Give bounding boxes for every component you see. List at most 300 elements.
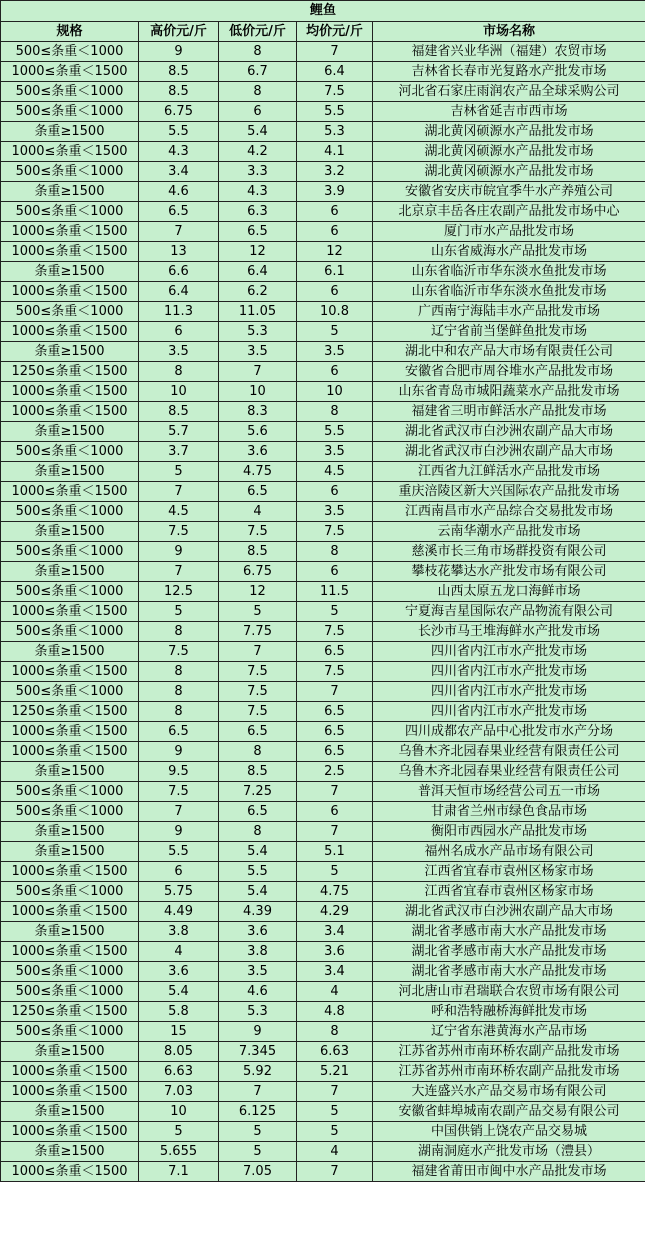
- cell-market-name: 普洱天恒市场经营公司五一市场: [373, 782, 645, 802]
- cell-market-name: 四川省内江市水产批发市场: [373, 662, 645, 682]
- table-row: [1, 1082, 645, 1102]
- cell-spec: 500≤条重＜1000: [1, 982, 139, 1002]
- cell-market-name: 江西省九江鲜活水产品批发市场: [373, 462, 645, 482]
- cell-spec: 1250≤条重＜1500: [1, 702, 139, 722]
- cell-avg-price: 5.1: [297, 842, 373, 862]
- table-row: [1, 702, 645, 722]
- cell-spec: 1250≤条重＜1500: [1, 1002, 139, 1022]
- cell-spec: 1000≤条重＜1500: [1, 482, 139, 502]
- cell-market-name: 湖北黄冈硕源水产品批发市场: [373, 122, 645, 142]
- cell-avg-price: 10.8: [297, 302, 373, 322]
- cell-high-price: 9: [139, 42, 219, 62]
- cell-market-name: 福建省三明市鲜活水产品批发市场: [373, 402, 645, 422]
- cell-low-price: 8: [219, 82, 297, 102]
- table-row: [1, 942, 645, 962]
- cell-high-price: 7.03: [139, 1082, 219, 1102]
- cell-high-price: 5: [139, 462, 219, 482]
- table-title: 鲤鱼: [1, 1, 645, 22]
- table-row: [1, 1162, 645, 1182]
- cell-low-price: 7.5: [219, 702, 297, 722]
- cell-spec: 1000≤条重＜1500: [1, 662, 139, 682]
- cell-high-price: 8.5: [139, 82, 219, 102]
- cell-spec: 500≤条重＜1000: [1, 42, 139, 62]
- cell-spec: 1000≤条重＜1500: [1, 402, 139, 422]
- cell-spec: 1250≤条重＜1500: [1, 362, 139, 382]
- cell-low-price: 3.5: [219, 342, 297, 362]
- cell-spec: 1000≤条重＜1500: [1, 1162, 139, 1182]
- cell-avg-price: 7.5: [297, 82, 373, 102]
- cell-avg-price: 3.6: [297, 942, 373, 962]
- table-row: [1, 202, 645, 222]
- cell-avg-price: 5.5: [297, 102, 373, 122]
- cell-high-price: 3.7: [139, 442, 219, 462]
- cell-spec: 500≤条重＜1000: [1, 202, 139, 222]
- table-row: [1, 982, 645, 1002]
- cell-spec: 条重≥1500: [1, 522, 139, 542]
- header-spec: 规格: [1, 22, 139, 42]
- cell-spec: 1000≤条重＜1500: [1, 742, 139, 762]
- cell-market-name: 衡阳市西园水产品批发市场: [373, 822, 645, 842]
- cell-spec: 条重≥1500: [1, 1142, 139, 1162]
- cell-avg-price: 8: [297, 1022, 373, 1042]
- table-row: [1, 662, 645, 682]
- cell-low-price: 8: [219, 822, 297, 842]
- table-row: [1, 502, 645, 522]
- cell-spec: 1000≤条重＜1500: [1, 282, 139, 302]
- cell-avg-price: 7.5: [297, 662, 373, 682]
- cell-market-name: 广西南宁海陆丰水产品批发市场: [373, 302, 645, 322]
- cell-high-price: 9.5: [139, 762, 219, 782]
- cell-high-price: 6.75: [139, 102, 219, 122]
- cell-high-price: 11.3: [139, 302, 219, 322]
- cell-low-price: 7.05: [219, 1162, 297, 1182]
- cell-low-price: 7.345: [219, 1042, 297, 1062]
- cell-low-price: 9: [219, 1022, 297, 1042]
- cell-market-name: 湖北省孝感市南大水产品批发市场: [373, 922, 645, 942]
- table-row: [1, 142, 645, 162]
- cell-avg-price: 10: [297, 382, 373, 402]
- cell-high-price: 5.4: [139, 982, 219, 1002]
- cell-avg-price: 7: [297, 42, 373, 62]
- cell-low-price: 8.5: [219, 762, 297, 782]
- cell-avg-price: 7: [297, 1162, 373, 1182]
- cell-low-price: 5.4: [219, 882, 297, 902]
- cell-avg-price: 5.21: [297, 1062, 373, 1082]
- cell-avg-price: 5.5: [297, 422, 373, 442]
- cell-high-price: 3.6: [139, 962, 219, 982]
- table-row: [1, 482, 645, 502]
- cell-avg-price: 6.5: [297, 722, 373, 742]
- cell-avg-price: 3.4: [297, 962, 373, 982]
- cell-low-price: 8.3: [219, 402, 297, 422]
- cell-market-name: 湖北黄冈硕源水产品批发市场: [373, 142, 645, 162]
- cell-avg-price: 4: [297, 982, 373, 1002]
- cell-low-price: 11.05: [219, 302, 297, 322]
- table-row: [1, 542, 645, 562]
- cell-spec: 条重≥1500: [1, 262, 139, 282]
- cell-avg-price: 6: [297, 482, 373, 502]
- table-row: [1, 342, 645, 362]
- cell-avg-price: 6: [297, 562, 373, 582]
- table-row: [1, 802, 645, 822]
- cell-low-price: 6.4: [219, 262, 297, 282]
- cell-high-price: 7.5: [139, 782, 219, 802]
- cell-spec: 500≤条重＜1000: [1, 962, 139, 982]
- cell-avg-price: 6: [297, 802, 373, 822]
- cell-spec: 500≤条重＜1000: [1, 622, 139, 642]
- cell-market-name: 云南华潮水产品批发市场: [373, 522, 645, 542]
- cell-market-name: 江西省宜春市袁州区杨家市场: [373, 882, 645, 902]
- cell-high-price: 7: [139, 482, 219, 502]
- cell-spec: 1000≤条重＜1500: [1, 1062, 139, 1082]
- cell-low-price: 5.5: [219, 862, 297, 882]
- cell-avg-price: 7.5: [297, 522, 373, 542]
- cell-market-name: 攀枝花攀达水产批发市场有限公司: [373, 562, 645, 582]
- cell-high-price: 5.655: [139, 1142, 219, 1162]
- cell-spec: 500≤条重＜1000: [1, 82, 139, 102]
- cell-avg-price: 4.8: [297, 1002, 373, 1022]
- cell-market-name: 四川省内江市水产批发市场: [373, 642, 645, 662]
- cell-low-price: 3.8: [219, 942, 297, 962]
- cell-market-name: 河北省石家庄雨润农产品全球采购公司: [373, 82, 645, 102]
- cell-avg-price: 3.9: [297, 182, 373, 202]
- cell-high-price: 4.6: [139, 182, 219, 202]
- cell-low-price: 7.5: [219, 662, 297, 682]
- cell-high-price: 5.5: [139, 842, 219, 862]
- cell-spec: 条重≥1500: [1, 562, 139, 582]
- cell-high-price: 3.8: [139, 922, 219, 942]
- cell-low-price: 7.5: [219, 522, 297, 542]
- cell-avg-price: 6.5: [297, 742, 373, 762]
- cell-avg-price: 8: [297, 542, 373, 562]
- cell-high-price: 8: [139, 362, 219, 382]
- table-row: [1, 262, 645, 282]
- cell-market-name: 湖北黄冈硕源水产品批发市场: [373, 162, 645, 182]
- cell-spec: 条重≥1500: [1, 122, 139, 142]
- cell-avg-price: 6.4: [297, 62, 373, 82]
- table-row: [1, 742, 645, 762]
- table-row: [1, 582, 645, 602]
- cell-high-price: 13: [139, 242, 219, 262]
- cell-market-name: 大连盛兴水产品交易市场有限公司: [373, 1082, 645, 1102]
- cell-low-price: 6.3: [219, 202, 297, 222]
- table-row: [1, 1142, 645, 1162]
- cell-market-name: 乌鲁木齐北园春果业经营有限责任公司: [373, 762, 645, 782]
- table-row: [1, 302, 645, 322]
- cell-high-price: 8.5: [139, 402, 219, 422]
- table-row: [1, 922, 645, 942]
- cell-low-price: 8: [219, 742, 297, 762]
- cell-low-price: 6.5: [219, 482, 297, 502]
- cell-avg-price: 6.63: [297, 1042, 373, 1062]
- cell-low-price: 5.92: [219, 1062, 297, 1082]
- cell-avg-price: 3.5: [297, 502, 373, 522]
- cell-avg-price: 5.3: [297, 122, 373, 142]
- cell-spec: 条重≥1500: [1, 462, 139, 482]
- table-row: [1, 622, 645, 642]
- cell-low-price: 4.75: [219, 462, 297, 482]
- cell-low-price: 4: [219, 502, 297, 522]
- cell-spec: 500≤条重＜1000: [1, 1022, 139, 1042]
- cell-high-price: 6: [139, 862, 219, 882]
- cell-high-price: 4.5: [139, 502, 219, 522]
- table-row: [1, 222, 645, 242]
- cell-avg-price: 6.1: [297, 262, 373, 282]
- table-row: [1, 522, 645, 542]
- cell-low-price: 6.125: [219, 1102, 297, 1122]
- cell-low-price: 6.7: [219, 62, 297, 82]
- table-row: [1, 782, 645, 802]
- table-row: [1, 882, 645, 902]
- cell-high-price: 8: [139, 682, 219, 702]
- cell-market-name: 北京京丰岳各庄农副产品批发市场中心: [373, 202, 645, 222]
- header-row: [1, 22, 645, 42]
- cell-spec: 500≤条重＜1000: [1, 542, 139, 562]
- cell-spec: 1000≤条重＜1500: [1, 242, 139, 262]
- cell-low-price: 7.25: [219, 782, 297, 802]
- cell-low-price: 6: [219, 102, 297, 122]
- cell-market-name: 吉林省延吉市西市场: [373, 102, 645, 122]
- table-row: [1, 242, 645, 262]
- cell-low-price: 4.2: [219, 142, 297, 162]
- table-row: [1, 182, 645, 202]
- cell-spec: 500≤条重＜1000: [1, 502, 139, 522]
- table-row: [1, 642, 645, 662]
- cell-high-price: 7: [139, 562, 219, 582]
- cell-spec: 条重≥1500: [1, 842, 139, 862]
- cell-high-price: 3.4: [139, 162, 219, 182]
- cell-avg-price: 6.5: [297, 642, 373, 662]
- table-row: [1, 1122, 645, 1142]
- cell-high-price: 6.5: [139, 722, 219, 742]
- table-row: [1, 1022, 645, 1042]
- cell-avg-price: 5: [297, 322, 373, 342]
- cell-market-name: 安徽省蚌埠城南农副产品交易有限公司: [373, 1102, 645, 1122]
- cell-market-name: 山东省青岛市城阳蔬菜水产品批发市场: [373, 382, 645, 402]
- cell-avg-price: 3.4: [297, 922, 373, 942]
- cell-market-name: 山东省威海水产品批发市场: [373, 242, 645, 262]
- cell-spec: 500≤条重＜1000: [1, 582, 139, 602]
- cell-high-price: 5: [139, 602, 219, 622]
- cell-spec: 条重≥1500: [1, 1102, 139, 1122]
- cell-spec: 500≤条重＜1000: [1, 102, 139, 122]
- cell-spec: 500≤条重＜1000: [1, 682, 139, 702]
- table-row: [1, 762, 645, 782]
- cell-low-price: 7: [219, 642, 297, 662]
- cell-high-price: 9: [139, 742, 219, 762]
- cell-market-name: 辽宁省前当堡鲜鱼批发市场: [373, 322, 645, 342]
- cell-spec: 1000≤条重＜1500: [1, 902, 139, 922]
- cell-spec: 1000≤条重＜1500: [1, 942, 139, 962]
- cell-market-name: 辽宁省东港黄海水产品市场: [373, 1022, 645, 1042]
- table-row: [1, 442, 645, 462]
- cell-avg-price: 11.5: [297, 582, 373, 602]
- cell-market-name: 湖南洞庭水产批发市场（澧县）: [373, 1142, 645, 1162]
- cell-avg-price: 6: [297, 222, 373, 242]
- cell-low-price: 3.6: [219, 442, 297, 462]
- cell-high-price: 6.4: [139, 282, 219, 302]
- cell-market-name: 福州名成水产品市场有限公司: [373, 842, 645, 862]
- cell-low-price: 10: [219, 382, 297, 402]
- cell-spec: 条重≥1500: [1, 1042, 139, 1062]
- cell-avg-price: 2.5: [297, 762, 373, 782]
- cell-market-name: 吉林省长春市光复路水产批发市场: [373, 62, 645, 82]
- cell-market-name: 江苏省苏州市南环桥农副产品批发市场: [373, 1062, 645, 1082]
- header-market-name: 市场名称: [373, 22, 645, 42]
- cell-high-price: 4.49: [139, 902, 219, 922]
- cell-spec: 1000≤条重＜1500: [1, 382, 139, 402]
- cell-market-name: 湖北中和农产品大市场有限责任公司: [373, 342, 645, 362]
- cell-market-name: 福建省莆田市闽中水产品批发市场: [373, 1162, 645, 1182]
- cell-high-price: 5: [139, 1122, 219, 1142]
- cell-market-name: 厦门市水产品批发市场: [373, 222, 645, 242]
- cell-market-name: 四川省内江市水产批发市场: [373, 702, 645, 722]
- cell-spec: 1000≤条重＜1500: [1, 602, 139, 622]
- table-row: [1, 122, 645, 142]
- cell-low-price: 5.6: [219, 422, 297, 442]
- cell-avg-price: 12: [297, 242, 373, 262]
- cell-spec: 500≤条重＜1000: [1, 882, 139, 902]
- cell-low-price: 7: [219, 362, 297, 382]
- cell-avg-price: 4.5: [297, 462, 373, 482]
- cell-market-name: 福建省兴业华洲（福建）农贸市场: [373, 42, 645, 62]
- table-row: [1, 1062, 645, 1082]
- cell-market-name: 江西省宜春市袁州区杨家市场: [373, 862, 645, 882]
- cell-high-price: 6.5: [139, 202, 219, 222]
- cell-market-name: 山西太原五龙口海鲜市场: [373, 582, 645, 602]
- cell-low-price: 6.5: [219, 802, 297, 822]
- cell-spec: 500≤条重＜1000: [1, 802, 139, 822]
- cell-low-price: 5: [219, 602, 297, 622]
- cell-high-price: 7: [139, 222, 219, 242]
- cell-high-price: 7: [139, 802, 219, 822]
- cell-high-price: 6.63: [139, 1062, 219, 1082]
- table-row: [1, 902, 645, 922]
- cell-avg-price: 7: [297, 682, 373, 702]
- cell-high-price: 6: [139, 322, 219, 342]
- cell-market-name: 湖北省武汉市白沙洲农副产品大市场: [373, 442, 645, 462]
- table-row: [1, 162, 645, 182]
- cell-spec: 500≤条重＜1000: [1, 442, 139, 462]
- cell-market-name: 宁夏海吉星国际农产品物流有限公司: [373, 602, 645, 622]
- cell-high-price: 3.5: [139, 342, 219, 362]
- cell-market-name: 湖北省孝感市南大水产品批发市场: [373, 962, 645, 982]
- cell-spec: 1000≤条重＜1500: [1, 1122, 139, 1142]
- cell-market-name: 安徽省合肥市周谷堆水产品批发市场: [373, 362, 645, 382]
- cell-low-price: 4.3: [219, 182, 297, 202]
- cell-high-price: 7.5: [139, 522, 219, 542]
- cell-high-price: 8: [139, 622, 219, 642]
- cell-low-price: 8.5: [219, 542, 297, 562]
- cell-high-price: 8.05: [139, 1042, 219, 1062]
- cell-high-price: 10: [139, 382, 219, 402]
- cell-market-name: 四川成都农产品中心批发市水产分场: [373, 722, 645, 742]
- cell-low-price: 7: [219, 1082, 297, 1102]
- cell-avg-price: 3.2: [297, 162, 373, 182]
- cell-low-price: 4.39: [219, 902, 297, 922]
- title-row: [1, 1, 645, 22]
- table-body: [1, 42, 645, 1182]
- cell-high-price: 6.6: [139, 262, 219, 282]
- cell-spec: 500≤条重＜1000: [1, 302, 139, 322]
- cell-high-price: 9: [139, 542, 219, 562]
- cell-low-price: 7.5: [219, 682, 297, 702]
- table-row: [1, 822, 645, 842]
- table-row: [1, 962, 645, 982]
- cell-high-price: 7.1: [139, 1162, 219, 1182]
- table-row: [1, 842, 645, 862]
- cell-avg-price: 3.5: [297, 442, 373, 462]
- cell-high-price: 4: [139, 942, 219, 962]
- cell-high-price: 12.5: [139, 582, 219, 602]
- cell-avg-price: 5: [297, 862, 373, 882]
- table-row: [1, 62, 645, 82]
- cell-spec: 条重≥1500: [1, 422, 139, 442]
- cell-avg-price: 6: [297, 282, 373, 302]
- cell-market-name: 中国供销上饶农产品交易城: [373, 1122, 645, 1142]
- cell-avg-price: 7.5: [297, 622, 373, 642]
- cell-market-name: 河北唐山市君瑞联合农贸市场有限公司: [373, 982, 645, 1002]
- table-row: [1, 382, 645, 402]
- cell-market-name: 江苏省苏州市南环桥农副产品批发市场: [373, 1042, 645, 1062]
- cell-low-price: 6.5: [219, 722, 297, 742]
- cell-low-price: 5.4: [219, 122, 297, 142]
- cell-low-price: 7.75: [219, 622, 297, 642]
- cell-spec: 条重≥1500: [1, 762, 139, 782]
- cell-low-price: 5.4: [219, 842, 297, 862]
- table-row: [1, 282, 645, 302]
- cell-low-price: 6.2: [219, 282, 297, 302]
- cell-market-name: 湖北省武汉市白沙洲农副产品大市场: [373, 902, 645, 922]
- cell-avg-price: 3.5: [297, 342, 373, 362]
- cell-low-price: 12: [219, 242, 297, 262]
- cell-market-name: 江西南昌市水产品综合交易批发市场: [373, 502, 645, 522]
- table-row: [1, 322, 645, 342]
- cell-avg-price: 7: [297, 782, 373, 802]
- cell-avg-price: 4.1: [297, 142, 373, 162]
- cell-market-name: 山东省临沂市华东淡水鱼批发市场: [373, 262, 645, 282]
- table-row: [1, 1102, 645, 1122]
- cell-spec: 1000≤条重＜1500: [1, 62, 139, 82]
- cell-market-name: 湖北省孝感市南大水产品批发市场: [373, 942, 645, 962]
- cell-low-price: 5: [219, 1122, 297, 1142]
- table-row: [1, 82, 645, 102]
- table-row: [1, 462, 645, 482]
- cell-high-price: 8.5: [139, 62, 219, 82]
- table-row: [1, 402, 645, 422]
- cell-high-price: 9: [139, 822, 219, 842]
- table-row: [1, 722, 645, 742]
- cell-avg-price: 6.5: [297, 702, 373, 722]
- cell-low-price: 5.3: [219, 1002, 297, 1022]
- cell-high-price: 8: [139, 662, 219, 682]
- cell-spec: 1000≤条重＜1500: [1, 142, 139, 162]
- cell-avg-price: 6: [297, 362, 373, 382]
- cell-avg-price: 4.75: [297, 882, 373, 902]
- cell-market-name: 四川省内江市水产批发市场: [373, 682, 645, 702]
- cell-high-price: 4.3: [139, 142, 219, 162]
- cell-market-name: 呼和浩特融桥海鲜批发市场: [373, 1002, 645, 1022]
- cell-avg-price: 4: [297, 1142, 373, 1162]
- cell-market-name: 山东省临沂市华东淡水鱼批发市场: [373, 282, 645, 302]
- cell-market-name: 重庆涪陵区新大兴国际农产品批发市场: [373, 482, 645, 502]
- cell-avg-price: 6: [297, 202, 373, 222]
- table-row: [1, 102, 645, 122]
- cell-spec: 1000≤条重＜1500: [1, 222, 139, 242]
- cell-low-price: 3.5: [219, 962, 297, 982]
- cell-low-price: 8: [219, 42, 297, 62]
- header-low-price: 低价元/斤: [219, 22, 297, 42]
